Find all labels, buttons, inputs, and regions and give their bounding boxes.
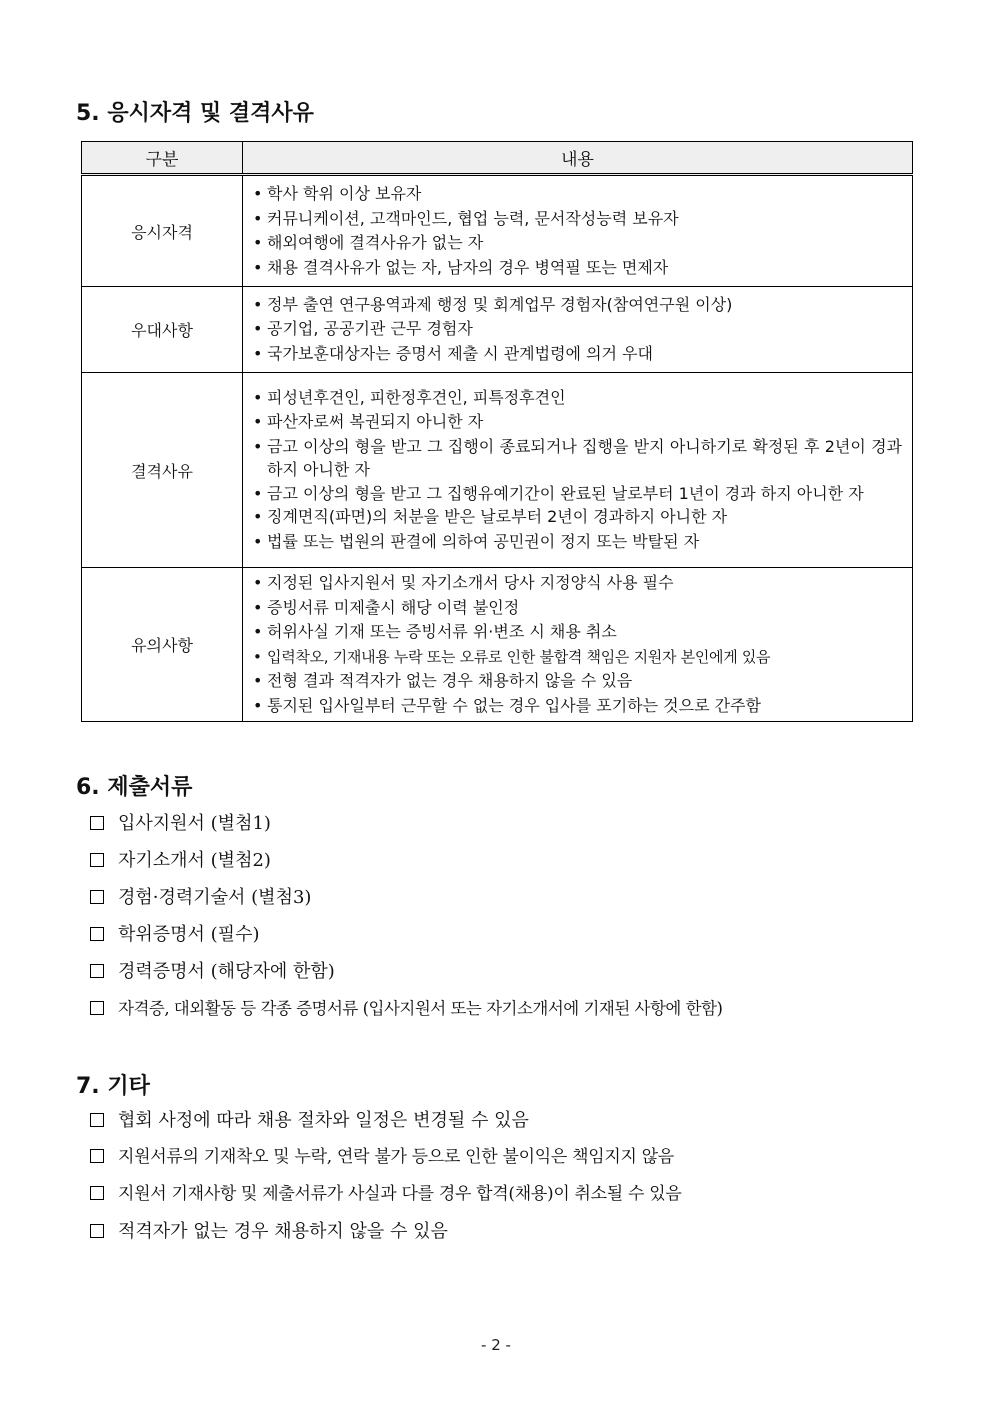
checklist-item <box>90 879 722 916</box>
list-item: • 학사 학위 이상 보유자 <box>251 182 904 207</box>
list-item: • 금고 이상의 형을 받고 그 집행이 종료되거나 집행을 받지 아니하기로 확정된 후 2년이 경과하지 아니한 자 <box>251 435 904 482</box>
checkbox-icon <box>90 853 104 867</box>
checklist-item-label: 협회 사정에 따라 채용 절차와 일정은 변경될 수 있음 <box>118 1110 529 1131</box>
list-item: • 채용 결격사유가 없는 자, 남자의 경우 병역필 또는 면제자 <box>251 256 904 281</box>
checkbox-icon <box>90 1186 104 1200</box>
table-row-notes <box>82 568 913 722</box>
documents-checklist <box>90 805 722 1027</box>
list-item: • 지정된 입사지원서 및 자기소개서 당사 지정양식 사용 필수 <box>251 571 904 596</box>
section6-title: 6. 제출서류 <box>76 775 193 800</box>
checkbox-icon <box>90 927 104 941</box>
checklist-item <box>90 953 722 990</box>
checkbox-icon <box>90 1149 104 1163</box>
row-content <box>243 568 913 722</box>
section5-title: 5. 응시자격 및 결격사유 <box>76 101 314 126</box>
list-item: • 허위사실 기재 또는 증빙서류 위·변조 시 채용 취소 <box>251 620 904 645</box>
page-number: - 2 - <box>481 1336 511 1354</box>
list-item: • 파산자로써 복권되지 아니한 자 <box>251 410 904 435</box>
row-content <box>243 175 913 287</box>
list-item: • 입력착오, 기재내용 누락 또는 오류로 인한 불합격 책임은 지원자 본인에게 있음 <box>251 645 904 670</box>
checklist-item-label: 적격자가 없는 경우 채용하지 않을 수 있음 <box>118 1221 448 1242</box>
etc-checklist <box>90 1102 681 1250</box>
checklist-item-label: 자격증, 대외활동 등 각종 증명서류 (입사지원서 또는 자기소개서에 기재된 사항에 한함) <box>118 999 723 1018</box>
row-category: 결격사유 <box>82 373 243 568</box>
checklist-item-label: 지원서 기재사항 및 제출서류가 사실과 다를 경우 합격(채용)이 취소될 수 있음 <box>118 1184 682 1204</box>
checklist-item-label: 경험·경력기술서 (별첨3) <box>118 887 312 908</box>
checklist-item-label: 지원서류의 기재착오 및 누락, 연락 불가 등으로 인한 불이익은 책임지지 않음 <box>118 1147 674 1167</box>
list-item: • 통지된 입사일부터 근무할 수 없는 경우 입사를 포기하는 것으로 간주함 <box>251 694 904 719</box>
row-content <box>243 287 913 373</box>
checklist-item-label: 경력증명서 (해당자에 한함) <box>118 961 335 982</box>
section7-title: 7. 기타 <box>76 1074 150 1099</box>
row-category: 응시자격 <box>82 175 243 287</box>
list-item: • 금고 이상의 형을 받고 그 집행유예기간이 완료된 날로부터 1년이 경과 하지 아니한 자 <box>251 482 904 506</box>
header-category: 구분 <box>82 142 243 175</box>
checklist-item <box>90 1213 681 1250</box>
checkbox-icon <box>90 1001 104 1015</box>
row-content <box>243 373 913 568</box>
checklist-item-label: 학위증명서 (필수) <box>118 924 260 945</box>
checklist-item <box>90 1176 681 1213</box>
list-item: • 정부 출연 연구용역과제 행정 및 회계업무 경험자(참여연구원 이상) <box>251 293 904 318</box>
list-item: • 피성년후견인, 피한정후견인, 피특정후견인 <box>251 386 904 411</box>
checkbox-icon <box>90 816 104 830</box>
checkbox-icon <box>90 1224 104 1238</box>
checklist-item <box>90 990 722 1027</box>
checklist-item-label: 자기소개서 (별첨2) <box>118 850 271 871</box>
checklist-item <box>90 1102 681 1139</box>
list-item: • 공기업, 공공기관 근무 경험자 <box>251 317 904 342</box>
checklist-item <box>90 842 722 879</box>
checkbox-icon <box>90 890 104 904</box>
table-row-preference <box>82 287 913 373</box>
header-content: 내용 <box>243 142 913 175</box>
checklist-item <box>90 1139 681 1176</box>
list-item: • 국가보훈대상자는 증명서 제출 시 관계법령에 의거 우대 <box>251 342 904 367</box>
list-item: • 법률 또는 법원의 판결에 의하여 공민권이 정지 또는 박탈된 자 <box>251 530 904 555</box>
list-item: • 해외여행에 결격사유가 없는 자 <box>251 231 904 256</box>
row-category: 우대사항 <box>82 287 243 373</box>
checklist-item <box>90 916 722 953</box>
list-item: • 전형 결과 적격자가 없는 경우 채용하지 않을 수 있음 <box>251 669 904 694</box>
checklist-item <box>90 805 722 842</box>
qualification-table <box>81 141 913 722</box>
list-item: • 증빙서류 미제출시 해당 이력 불인정 <box>251 596 904 621</box>
checkbox-icon <box>90 1113 104 1127</box>
table-row-disqualification <box>82 373 913 568</box>
checkbox-icon <box>90 964 104 978</box>
table-header-row <box>82 142 913 175</box>
row-category: 유의사항 <box>82 568 243 722</box>
list-item: • 징계면직(파면)의 처분을 받은 날로부터 2년이 경과하지 아니한 자 <box>251 505 904 530</box>
table-row-eligibility <box>82 175 913 287</box>
checklist-item-label: 입사지원서 (별첨1) <box>118 813 271 834</box>
list-item: • 커뮤니케이션, 고객마인드, 협업 능력, 문서작성능력 보유자 <box>251 207 904 232</box>
